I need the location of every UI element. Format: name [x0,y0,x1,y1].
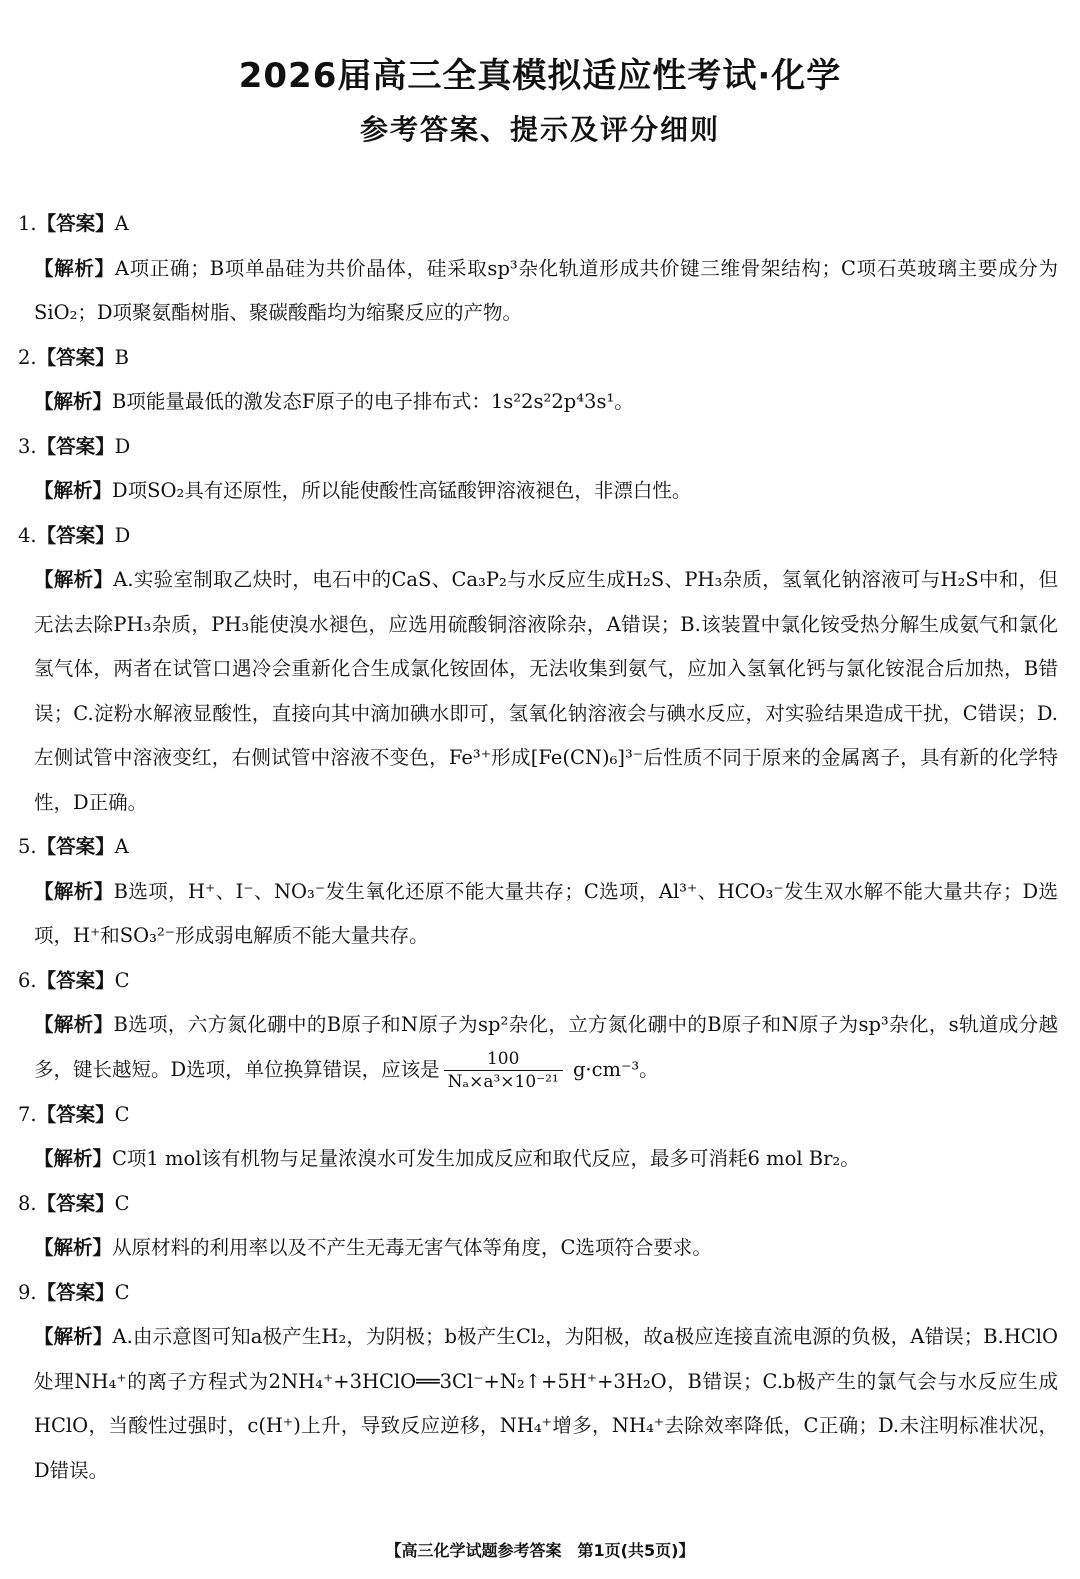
analysis-label: 【解析】 [34,256,115,280]
analysis-label: 【解析】 [34,1236,113,1259]
analysis-6 [18,1003,1058,1093]
answer-list [18,202,1058,1493]
answer-label: 【答案】 [36,212,115,235]
question-number: 4. [18,523,37,547]
answer-line-5 [18,825,1058,870]
analysis-label: 【解析】 [34,879,114,903]
answer-label: 【答案】 [36,835,115,858]
analysis-label: 【解析】 [34,479,113,502]
question-number: 8. [18,1191,37,1215]
analysis-text: A项正确；B项单晶硅为共价晶体，硅采取sp³杂化轨道形成共价键三维骨架结构；C项石英玻璃主要成分为SiO₂；D项聚氨酯树脂、聚碳酸酯均为缩聚反应的产物。 [34,256,1058,324]
analysis-9 [18,1315,1058,1493]
analysis-label: 【解析】 [34,568,114,591]
question-number: 5. [18,835,37,858]
answer-label: 【答案】 [36,968,115,992]
analysis-3 [18,469,1058,514]
analysis-4 [18,558,1058,825]
answer-line-7 [18,1093,1058,1138]
analysis-label: 【解析】 [34,1147,113,1170]
analysis-2 [18,380,1058,425]
answer-value: B [114,345,129,369]
answer-line-2 [18,336,1058,381]
question-number: 1. [18,212,37,235]
analysis-7 [18,1137,1058,1182]
analysis-text: B选项，H⁺、I⁻、NO₃⁻发生氧化还原不能大量共存；C选项，Al³⁺、HCO₃⁻发生双水解不能大量共存；D选项，H⁺和SO₃²⁻形成弱电解质不能大量共存。 [34,879,1058,947]
analysis-text: B项能量最低的激发态F原子的电子排布式：1s²2s²2p⁴3s¹。 [112,390,634,413]
fraction-denominator: Nₐ×a³×10⁻²¹ [447,1071,559,1092]
answer-line-1 [18,202,1058,247]
answer-value: D [114,523,131,547]
answer-value: C [114,1280,130,1304]
question-number: 7. [18,1102,37,1126]
analysis-text: B选项，六方氮化硼中的B原子和N原子为sp²杂化，立方氮化硼中的B原子和N原子为sp³杂化，s轨道成分越多，键长越短。D选项，单位换算错误，应该是 [34,1013,1058,1081]
answer-label: 【答案】 [36,434,115,458]
answer-label: 【答案】 [36,345,115,369]
question-number: 3. [18,434,37,458]
answer-value: D [114,434,131,458]
analysis-text: C项1 mol该有机物与足量浓溴水可发生加成反应和取代反应，最多可消耗6 mol Br₂。 [112,1147,860,1170]
analysis-1 [18,247,1058,336]
answer-value: C [114,1191,130,1215]
answer-value: C [114,1102,130,1126]
fraction-numerator: 100 [444,1048,563,1071]
analysis-text-end: g·cm⁻³。 [566,1057,659,1081]
page-title: 2026届高三全真模拟适应性考试·化学 [238,56,842,96]
page-subtitle: 参考答案、提示及评分细则 [359,113,720,146]
analysis-label: 【解析】 [34,1013,114,1036]
analysis-8 [18,1226,1058,1271]
question-number: 9. [18,1280,37,1304]
analysis-text: 从原材料的利用率以及不产生无毒无害气体等角度，C选项符合要求。 [112,1236,712,1259]
analysis-5 [18,870,1058,959]
answer-label: 【答案】 [36,1102,115,1126]
analysis-label: 【解析】 [34,1325,113,1348]
page-footer: 【高三化学试题参考答案 第1页(共5页)】 [385,1541,695,1560]
answer-value: C [114,968,130,992]
analysis-text: A.实验室制取乙炔时，电石中的CaS、Ca₃P₂与水反应生成H₂S、PH₃杂质，氢氧化钠溶液可与H₂S中和，但无法去除PH₃杂质，PH₃能使溴水褪色，应选用硫酸铜溶液除杂，A错误；B.该装置中氯化铵受热分解生成氨气和氯化氢气体，两者在试管口遇冷会重新化合生成氯化铵固体，无法收集到氨气，应加入氢氧化钙与氯化铵混合后加热，B错误；C.淀粉水解液显酸性，直接向其中滴加碘水即可，氢氧化钠溶液会与碘水反应，对实验结果造成干扰，C错误；D.左侧试管中溶液变红，右侧试管中溶液不变色，Fe³⁺形成[Fe(CN)₆]³⁻后性质不同于原来的金属离子，具有新的化学特性，D正确。 [34,568,1058,814]
answer-value: A [114,212,129,235]
answer-label: 【答案】 [36,1191,115,1215]
analysis-text: D项SO₂具有还原性，所以能使酸性高锰酸钾溶液褪色，非漂白性。 [112,479,692,502]
answer-line-4 [18,514,1058,559]
answer-label: 【答案】 [36,523,115,547]
answer-line-3 [18,425,1058,470]
answer-line-9 [18,1271,1058,1316]
analysis-label: 【解析】 [34,390,113,413]
analysis-text: A.由示意图可知a极产生H₂，为阴极；b极产生Cl₂，为阳极，故a极应连接直流电源的负极，A错误；B.HClO处理NH₄⁺的离子方程式为2NH₄⁺+3HClO══3Cl⁻+N₂↑+5H⁺+3H₂O，B错误；C.b极产生的氯气会与水反应生成HClO，当酸性过强时，c(H⁺)上升，导致反应逆移，NH₄⁺增多，NH₄⁺去除效率降低，C正确；D.未注明标准状况，D错误。 [34,1325,1058,1482]
density-fraction [444,1048,563,1093]
answer-label: 【答案】 [36,1280,115,1304]
question-number: 2. [18,345,37,369]
question-number: 6. [18,968,37,992]
answer-line-6 [18,959,1058,1004]
answer-line-8 [18,1182,1058,1227]
answer-value: A [114,835,129,858]
